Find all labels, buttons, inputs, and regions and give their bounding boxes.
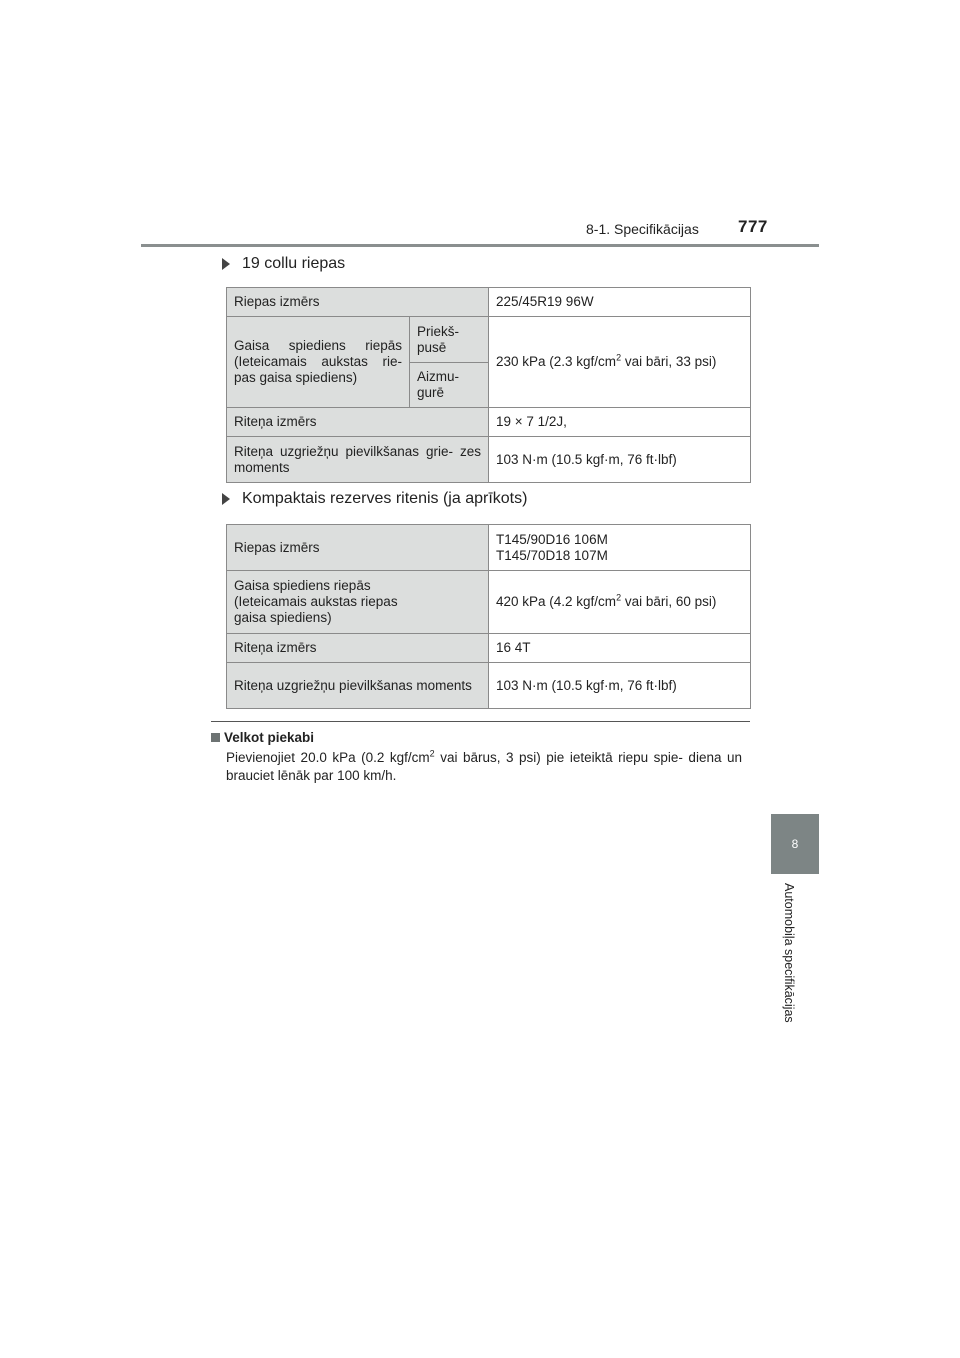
- cell-label: Riteņa izmērs: [227, 634, 489, 663]
- cell-label: Riepas izmērs: [227, 525, 489, 571]
- note-body: Pievienojiet 20.0 kPa (0.2 kgf/$cm^2$ vai bārus, 3 psi) pie ieteiktā riepu spie- diena un brauciet lēnāk par 100 km/h.: [226, 748, 742, 783]
- cell-label: Riteņa izmērs: [227, 408, 489, 437]
- cell-label-front: Priekš- pusē: [410, 317, 489, 363]
- table-row: [227, 634, 751, 663]
- section-heading-19: [222, 255, 345, 273]
- cell-label: Gaisa spiediens riepās (Ieteicamais aukstas rie- pas gaisa spiediens): [227, 317, 410, 408]
- header-divider: [141, 244, 819, 247]
- table-row: [227, 663, 751, 709]
- triangle-bullet-icon: [222, 493, 230, 505]
- tire-spec-table-19: [226, 287, 751, 483]
- table-row: [227, 571, 751, 634]
- section-heading-spare: [222, 490, 527, 508]
- table-row: [227, 525, 751, 571]
- cell-label-rear: Aizmu- gurē: [410, 363, 489, 408]
- cell-value: 103 N·m (10.5 kgf·m, 76 ft·lbf): [489, 437, 751, 483]
- cell-value: 103 N·m (10.5 kgf·m, 76 ft·lbf): [489, 663, 751, 709]
- chapter-label: Automobiļa specifikācijas: [782, 883, 796, 1023]
- cell-value: 16 4T: [489, 634, 751, 663]
- cell-value: 420 kPa (4.2 kgf/$cm^2$ vai bāri, 60 psi): [489, 571, 751, 634]
- table-row: [227, 408, 751, 437]
- section-title: 8-1. Specifikācijas: [586, 221, 699, 237]
- cell-label: Gaisa spiediens riepās (Ieteicamais aukstas riepas gaisa spiediens): [227, 571, 489, 634]
- cell-value: T145/90D16 106M T145/70D18 107M: [489, 525, 751, 571]
- note-title: Velkot piekabi: [211, 730, 314, 745]
- cell-value: 19 × 7 1/2J,: [489, 408, 751, 437]
- cell-value: 230 kPa (2.3 kgf/$cm^2$ vai bāri, 33 psi): [489, 317, 751, 408]
- triangle-bullet-icon: [222, 258, 230, 270]
- cell-value: 225/45R19 96W: [489, 288, 751, 317]
- cell-label: Riteņa uzgriežņu pievilkšanas moments: [227, 663, 489, 709]
- cell-label: Riepas izmērs: [227, 288, 489, 317]
- chapter-tab: [771, 814, 819, 874]
- table-row: [227, 437, 751, 483]
- page-number: 777: [738, 217, 768, 236]
- table-row: [227, 288, 751, 317]
- tire-spec-table-spare: [226, 524, 751, 709]
- heading-text: 19 collu riepas: [242, 255, 346, 272]
- cell-label: Riteņa uzgriežņu pievilkšanas grie- zes moments: [227, 437, 489, 483]
- heading-text: Kompaktais rezerves ritenis (ja aprīkots): [242, 490, 528, 507]
- square-bullet-icon: [211, 733, 220, 742]
- chapter-number: 8: [791, 837, 799, 851]
- table-row: [227, 317, 751, 363]
- section-divider: [211, 721, 750, 722]
